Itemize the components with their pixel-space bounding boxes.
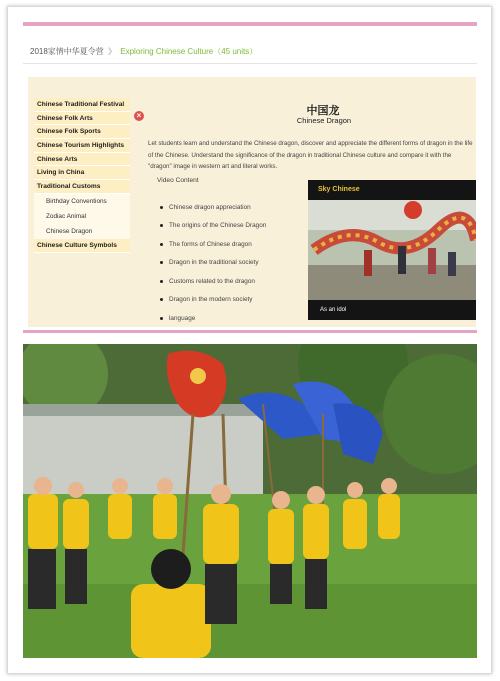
video-item-label: The origins of the Chinese Dragon — [169, 222, 267, 230]
video-item-label: Chinese dragon appreciation — [169, 203, 251, 211]
video-item-label: language — [169, 314, 196, 322]
video-player[interactable] — [308, 180, 476, 320]
video-item[interactable] — [160, 217, 300, 236]
bullet-icon — [160, 261, 163, 264]
bullet-icon — [160, 224, 163, 227]
video-item[interactable] — [160, 309, 300, 328]
video-item-label: Dragon in the modern society — [169, 296, 253, 304]
video-item[interactable] — [160, 291, 300, 310]
breadcrumb-current[interactable]: Exploring Chinese Culture（45 units） — [120, 47, 258, 56]
video-item-label: The forms of Chinese dragon — [169, 240, 252, 248]
header-rule — [23, 63, 477, 64]
bullet-icon — [160, 206, 163, 209]
close-icon[interactable]: × — [134, 111, 144, 121]
lesson-description: Let students learn and understand the Chinese dragon, discover and appreciate the different forms of dragon in the life of the Chinese. Understand the significance of the dragon in traditional Chinese culture and compare it with the "dragon" image in western art and literal works. — [148, 140, 473, 170]
sidebar-item-culture-symbols[interactable]: Chinese Culture Symbols — [34, 239, 130, 253]
lesson-title-chinese: 中国龙 — [306, 104, 340, 117]
video-item[interactable] — [160, 272, 300, 291]
breadcrumb-root[interactable]: 2018家情中华夏令营 — [30, 47, 104, 56]
video-item[interactable] — [160, 235, 300, 254]
sidebar-item-chinese-arts[interactable]: Chinese Arts — [34, 153, 130, 167]
bullet-icon — [160, 298, 163, 301]
breadcrumb — [30, 46, 257, 57]
video-item-label: Dragon in the traditional society — [169, 259, 259, 267]
video-item[interactable] — [160, 254, 300, 273]
video-frame-image — [308, 180, 476, 320]
video-content-label: Video Content — [157, 177, 199, 184]
video-caption: As an idol — [320, 307, 347, 313]
video-logo: Sky Chinese — [318, 186, 360, 193]
sidebar-item-tourism-highlights[interactable]: Chinese Tourism Highlights — [34, 139, 130, 153]
top-divider — [23, 22, 477, 26]
sidebar-item-living-in-china[interactable]: Living in China — [34, 166, 130, 180]
sidebar-item-traditional-customs[interactable]: Traditional Customs — [34, 180, 130, 194]
video-item[interactable] — [160, 198, 300, 217]
breadcrumb-separator: 》 — [108, 47, 117, 56]
sidebar-item-folk-sports[interactable]: Chinese Folk Sports — [34, 125, 130, 139]
sidebar-subitem-chinese-dragon[interactable]: Chinese Dragon — [34, 224, 130, 239]
campers-photo — [23, 344, 477, 658]
lesson-title-english: Chinese Dragon — [296, 116, 352, 125]
video-content-list — [160, 198, 300, 328]
sidebar-subitem-birthday-conventions[interactable]: Birthday Conventions — [34, 194, 130, 209]
bullet-icon — [160, 280, 163, 283]
sidebar-item-traditional-festival[interactable]: Chinese Traditional Festival — [34, 98, 130, 112]
bullet-icon — [160, 317, 163, 320]
sidebar-subitem-zodiac-animal[interactable]: Zodiac Animal — [34, 209, 130, 224]
sidebar — [34, 98, 130, 253]
video-item-label: Customs related to the dragon — [169, 277, 255, 285]
sidebar-item-folk-arts[interactable]: Chinese Folk Arts — [34, 112, 130, 126]
mid-divider — [23, 330, 477, 333]
photo-image — [23, 344, 477, 658]
bullet-icon — [160, 243, 163, 246]
